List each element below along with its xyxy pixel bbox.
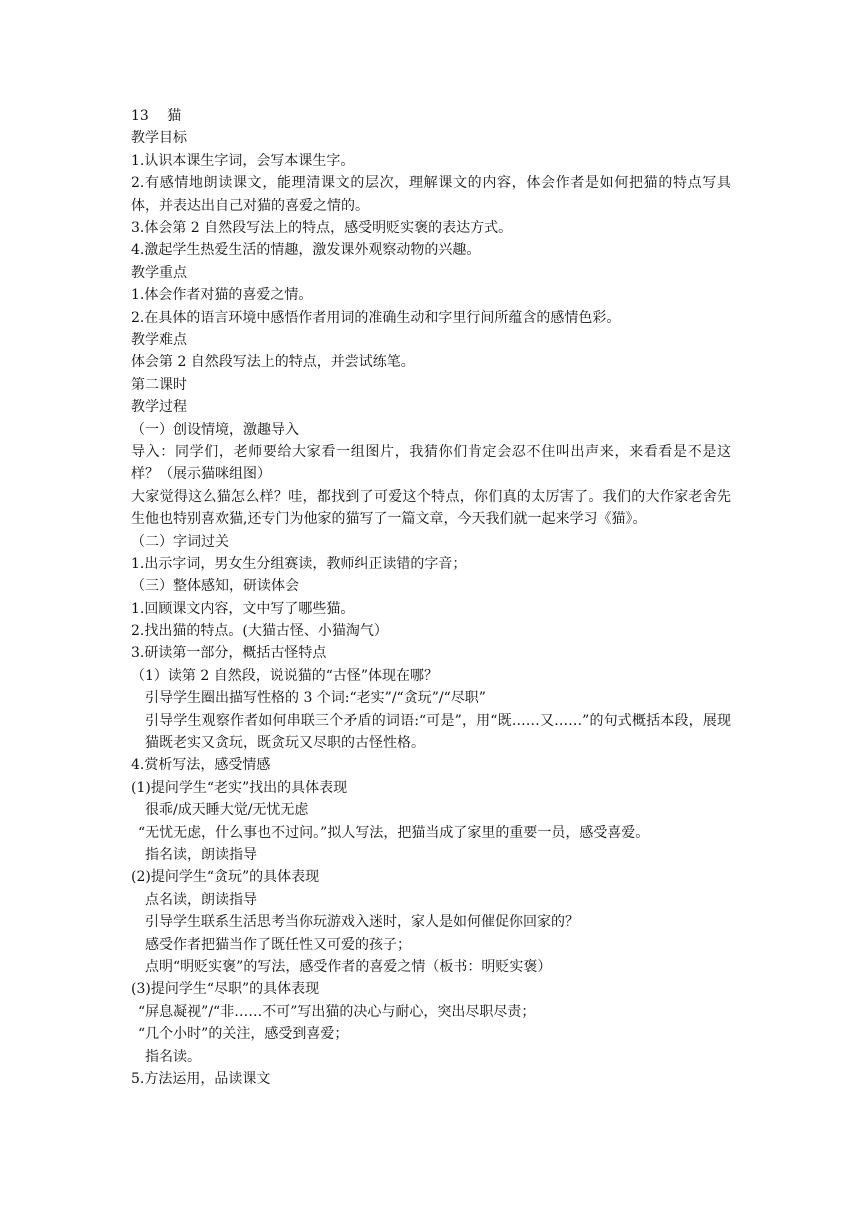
document-line: “屏息凝视”/“非……不可”写出猫的决心与耐心，突出尽职尽责； — [138, 1003, 536, 1020]
document-line: 4.激起学生热爱生活的情趣，激发课外观察动物的兴趣。 — [131, 242, 481, 259]
document-line: 1.体会作者对猫的喜爱之情。 — [131, 287, 313, 304]
document-line: 2.在具体的语言环境中感悟作者用词的准确生动和字里行间所蕴含的感情色彩。 — [131, 309, 621, 326]
document-line: 导入：同学们，老师要给大家看一组图片，我猜你们肯定会忍不住叫出声来，来看看是不是这样？（展示猫咪组图） — [131, 443, 731, 483]
document-line: (3)提问学生“尽职”的具体表现 — [131, 981, 320, 998]
document-line: 引导学生联系生活思考当你玩游戏入迷时，家人是如何催促你回家的？ — [145, 914, 579, 931]
document-line: 教学过程 — [131, 399, 187, 416]
document-line: 大家觉得这么猫怎么样？哇，都找到了可爱这个特点，你们真的太厉害了。我们的大作家老舍先生他也特别喜欢猫,还专门为他家的猫写了一篇文章，今天我们就一起来学习《猫》。 — [131, 488, 731, 528]
document-line: （二）字词过关 — [131, 533, 229, 550]
document-line: 1.认识本课生字词，会写本课生字。 — [131, 152, 355, 169]
document-line: 教学目标 — [131, 130, 187, 147]
document-line: 3.体会第 2 自然段写法上的特点，感受明贬实褒的表达方式。 — [131, 219, 513, 236]
document-line: (2)提问学生“贪玩”的具体表现 — [131, 869, 320, 886]
document-line: 很乖/成天睡大觉/无忧无虑 — [145, 802, 309, 819]
document-line: 2.找出猫的特点。(大猫古怪、小猫淘气） — [131, 623, 388, 640]
document-line: 2.有感情地朗读课文，能理清课文的层次，理解课文的内容，体会作者是如何把猫的特点写具体，并表达出自己对猫的喜爱之情的。 — [131, 175, 731, 214]
document-line: “几个小时”的关注，感受到喜爱； — [138, 1026, 349, 1043]
document-line: 感受作者把猫当作了既任性又可爱的孩子； — [145, 936, 411, 953]
document-line: (1)提问学生“老实”找出的具体表现 — [131, 779, 348, 796]
document-line: （三）整体感知，研读体会 — [131, 578, 299, 595]
document-line: 点名读，朗读指导 — [145, 891, 257, 908]
document-line: 5.方法运用，品读课文 — [131, 1070, 271, 1087]
document-line: 点明“明贬实褒”的写法，感受作者的喜爱之情（板书：明贬实褒） — [145, 958, 552, 975]
document-line: 指名读，朗读指导 — [145, 847, 257, 864]
document-line: （一）创设情境，激趣导入 — [131, 421, 299, 438]
document-line: 3.研读第一部分，概括古怪特点 — [131, 645, 327, 662]
document-line: 第二课时 — [131, 376, 187, 393]
document-line: 引导学生观察作者如何串联三个矛盾的词语:“可是”，用“既……又……”的句式概括本段，展现猫既老实又贪玩，既贪玩又尽职的古怪性格。 — [145, 712, 731, 752]
document-line: “无忧无虑，什么事也不过问。”拟人写法，把猫当成了家里的重要一员，感受喜爱。 — [138, 824, 650, 841]
document-line: 教学重点 — [131, 264, 187, 281]
document-line: 1.出示字词，男女生分组赛读，教师纠正读错的字音； — [131, 555, 467, 572]
document-line: （1）读第 2 自然段，说说猫的“古怪”体现在哪？ — [131, 667, 439, 684]
document-line: 引导学生圈出描写性格的 3 个词:“老实”/“贪玩”/“尽职” — [145, 690, 486, 707]
document-line: 13 猫 — [131, 108, 182, 124]
document-line: 指名读。 — [145, 1048, 201, 1065]
document-line: 4.赏析写法，感受情感 — [131, 757, 271, 774]
document-line: 1.回顾课文内容，文中写了哪些猫。 — [131, 600, 355, 617]
document-line: 教学难点 — [131, 331, 187, 348]
document-page — [131, 105, 731, 1090]
document-line: 体会第 2 自然段写法上的特点，并尝试练笔。 — [131, 354, 415, 371]
